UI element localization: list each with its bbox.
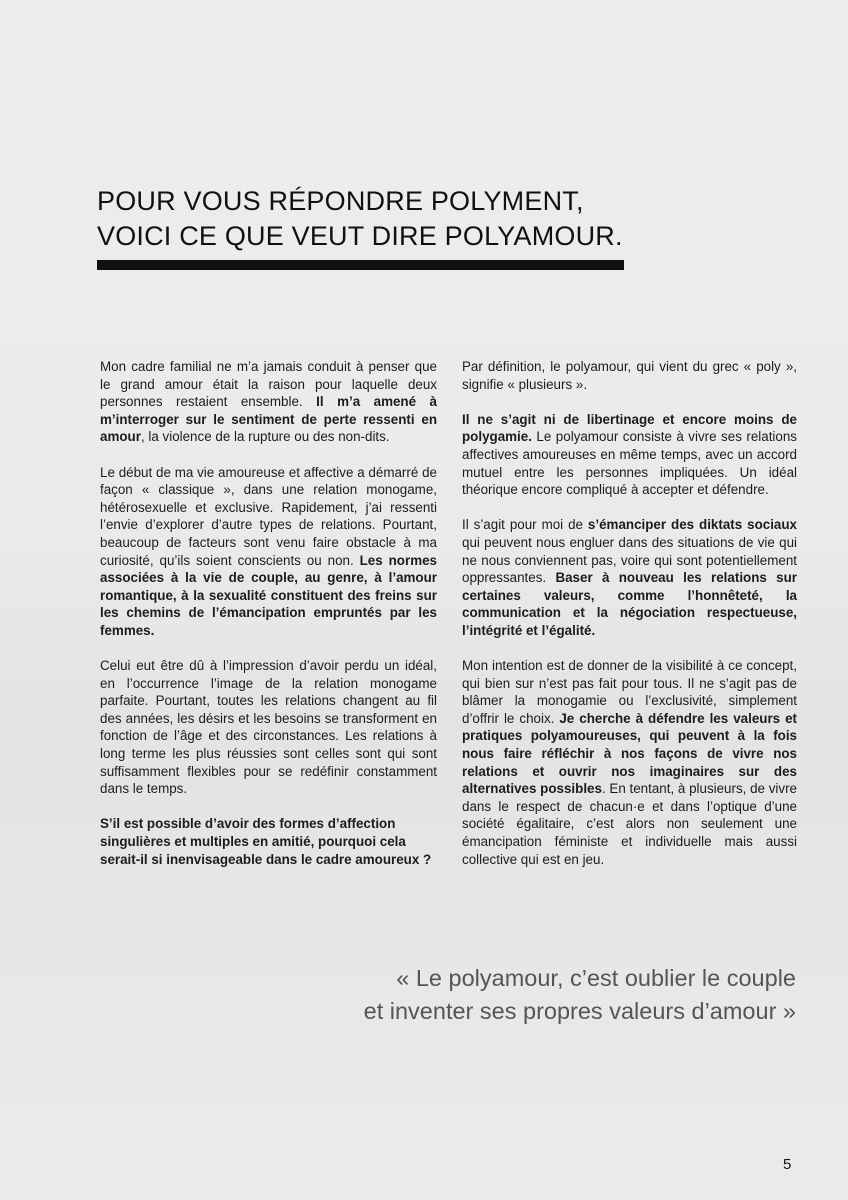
page-title — [97, 184, 623, 254]
bold-text-run: S’il est possible d’avoir des formes d’affection singulières et multiples en amitié, pourquoi cela serait-il si inenvisageable dans le cadre amoureux ? — [100, 816, 432, 867]
text-run: Le polyamour consiste à vivre ses relations affectives amoureuses en même temps, avec un accord mutuel entre les personnes impliquées. Un idéal théorique encore compliqué à accepter et défendre. — [462, 429, 797, 498]
paragraph-question — [100, 815, 437, 868]
page-number: 5 — [783, 1156, 792, 1173]
paragraph — [462, 411, 797, 499]
paragraph — [462, 657, 797, 868]
title-line-2: VOICI CE QUE VEUT DIRE POLYAMOUR. — [97, 221, 623, 251]
paragraph — [462, 358, 797, 393]
paragraph — [100, 657, 437, 798]
paragraph — [100, 358, 437, 446]
bold-text-run: Il ne s’agit ni de libertinage et encore moins de polygamie. — [462, 411, 797, 445]
text-run: , la violence de la rupture ou des non-dits. — [140, 429, 390, 445]
bold-text-run: Les normes associées à la vie de couple, au genre, à l’amour romantique, à la sexualité constituent des freins sur les chemins de l’émancipation empruntés par les femmes. — [100, 552, 437, 638]
paragraph — [100, 464, 437, 640]
text-run: Celui eut être dû à l’impression d’avoir perdu un idéal, en l’occurrence l’image de la relation monogame parfaite. Pourtant, toutes les relations changent au fil des années, les désirs et les besoins se transforment en fonction de l’âge et des circonstances. Les relations à long terme les plus réussies sont celles sont qui sont suffisamment flexibles pour se redéfinir constamment dans le temps. — [100, 658, 437, 797]
bold-text-run: Il m’a amené à m’interroger sur le sentiment de perte ressenti en amour — [100, 394, 437, 445]
paragraph — [462, 516, 797, 639]
bold-text-run: Baser à nouveau les relations sur certaines valeurs, comme l’honnêteté, la communication et la négociation respectueuse, l’intégrité et l’égalité. — [462, 570, 797, 638]
bold-text-run: s’émanciper des diktats sociaux — [587, 517, 797, 533]
left-column — [100, 358, 437, 886]
text-run: Par définition, le polyamour, qui vient du grec « poly », signifie « plusieurs ». — [462, 359, 797, 392]
text-run: qui peuvent nous engluer dans des situations de vie qui ne nous conviennent pas, voire qui sont potentiellement oppressantes. — [462, 534, 797, 586]
pull-quote-line-1: « Le polyamour, c’est oublier le couple — [396, 965, 796, 991]
title-line-1: POUR VOUS RÉPONDRE POLYMENT, — [97, 186, 584, 216]
text-run: Il s’agit pour moi de — [462, 517, 588, 533]
pull-quote-line-2: et inventer ses propres valeurs d’amour » — [363, 998, 796, 1024]
text-run: Mon cadre familial ne m’a jamais conduit à penser que le grand amour était la raison pour laquelle deux personnes restaient ensemble. — [100, 359, 437, 410]
pull-quote — [364, 962, 796, 1028]
right-column — [462, 358, 797, 886]
text-run: . En tentant, à plusieurs, de vivre dans le respect de chacun·e et dans l’optique d’une société égalitaire, c’est alors non seulement une émancipation féministe et individuelle mais aussi collective qui est en jeu. — [462, 781, 798, 867]
text-run: Le début de ma vie amoureuse et affective a démarré de façon « classique », dans une relation monogame, hétérosexuelle et exclusive. Rapidement, j’ai ressenti l’envie d’explorer d’autre types de relations. Pourtant, beaucoup de facteurs sont venu faire obstacle à ma curiosité, qu’ils soient conscients ou non. — [100, 464, 437, 568]
text-run: Mon intention est de donner de la visibilité à ce concept, qui bien sur n’est pas fait pour tous. Il ne s’agit pas de blâmer la monogamie ou l’exclusivité, simplement d’offrir le choix. — [462, 658, 797, 726]
title-underline-bar — [97, 260, 624, 270]
bold-text-run: Je cherche à défendre les valeurs et pratiques polyamoureuses, qui peuvent à la fois nous faire réfléchir à nos façons de vivre nos relations et ouvrir nos imaginaires sur des alternatives possibles — [462, 710, 797, 797]
